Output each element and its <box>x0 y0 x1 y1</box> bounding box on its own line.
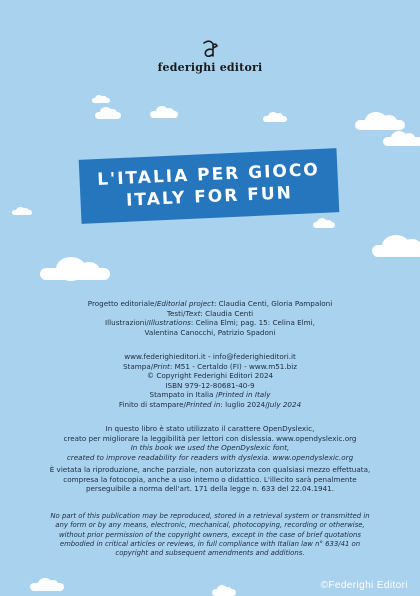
publisher-name: federighi editori <box>157 61 263 74</box>
credit-texts: Testi/Text: Claudia Centi <box>166 308 254 318</box>
isbn: ISBN 979-12-80681-40-9 <box>165 380 255 390</box>
cloud-decoration <box>95 112 121 119</box>
publisher-logo <box>0 40 420 74</box>
rights-italian: È vietata la riproduzione, anche parziale, non autorizzata con qualsiasi mezzo effettuata, compresa la fotocopia, anche a uso interno o didattico. L'illecito sarà penalmente perseguibile a norma dell'art. 171 della legge n. 633 del 22.04.1941. <box>49 465 371 494</box>
title-banner <box>79 148 340 224</box>
cloud-decoration <box>12 210 32 215</box>
credit-illustrations-cont: Valentina Canocchi, Patrizio Spadoni <box>144 327 276 337</box>
cloud-decoration <box>372 245 420 257</box>
title-italian: L'ITALIA PER GIOCO <box>96 159 321 191</box>
print-date: Finito di stampare/Printed in: luglio 2024/July 2024 <box>118 399 302 409</box>
credits-block <box>40 299 380 337</box>
credit-project: Progetto editoriale/Editorial project: Claudia Centi, Gloria Pampaloni <box>87 299 333 308</box>
cloud-decoration <box>383 137 420 146</box>
cloud-decoration <box>263 116 287 122</box>
copyright-line: © Copyright Federighi Editori 2024 <box>146 371 274 381</box>
cloud-decoration <box>30 583 64 591</box>
rights-english: No part of this publication may be reproduced, stored in a retrieval system or transmitted in any form or by any means, electronic, mechanical, photocopying, recording or otherwise, without prior permission of the copyright owners, except in the case of brief quotations embodied in critical articles or reviews, in full compliance with Italian law n° 633/41 on copyright and subsequent amendments and additions. <box>50 512 370 558</box>
web-mail: www.federighieditori.it - info@federighieditori.it <box>124 352 296 361</box>
cloud-decoration <box>150 111 178 118</box>
title-english: ITALY FOR FUN <box>125 183 294 211</box>
cloud-decoration <box>40 268 110 280</box>
print-info: Stampa/Print: M51 - Certaldo (FI) - www.m51.biz <box>123 361 297 371</box>
font-note: In questo libro è stato utilizzato il carattere OpenDyslexic, creato per migliorare la leggibilità per lettori con dislessia. www.opendyslexic.org In this book we used the OpenDyslexic font, created to improve readability for readers with dyslexia. www.opendyslexic.org <box>63 424 357 462</box>
cloud-decoration <box>313 222 335 228</box>
printed-in: Stampato in Italia /Printed in Italy <box>149 390 271 400</box>
cloud-decoration <box>355 120 405 130</box>
copyright-watermark: ©Federighi Editori <box>320 580 408 591</box>
credit-illustrations: Illustrazioni/Illustrations: Celina Elmi; pag. 15: Celina Elmi, <box>105 318 315 328</box>
stylized-ae-ligature-icon <box>201 40 219 60</box>
cloud-decoration <box>92 98 110 103</box>
publication-info <box>40 352 380 410</box>
cloud-decoration <box>212 589 236 596</box>
